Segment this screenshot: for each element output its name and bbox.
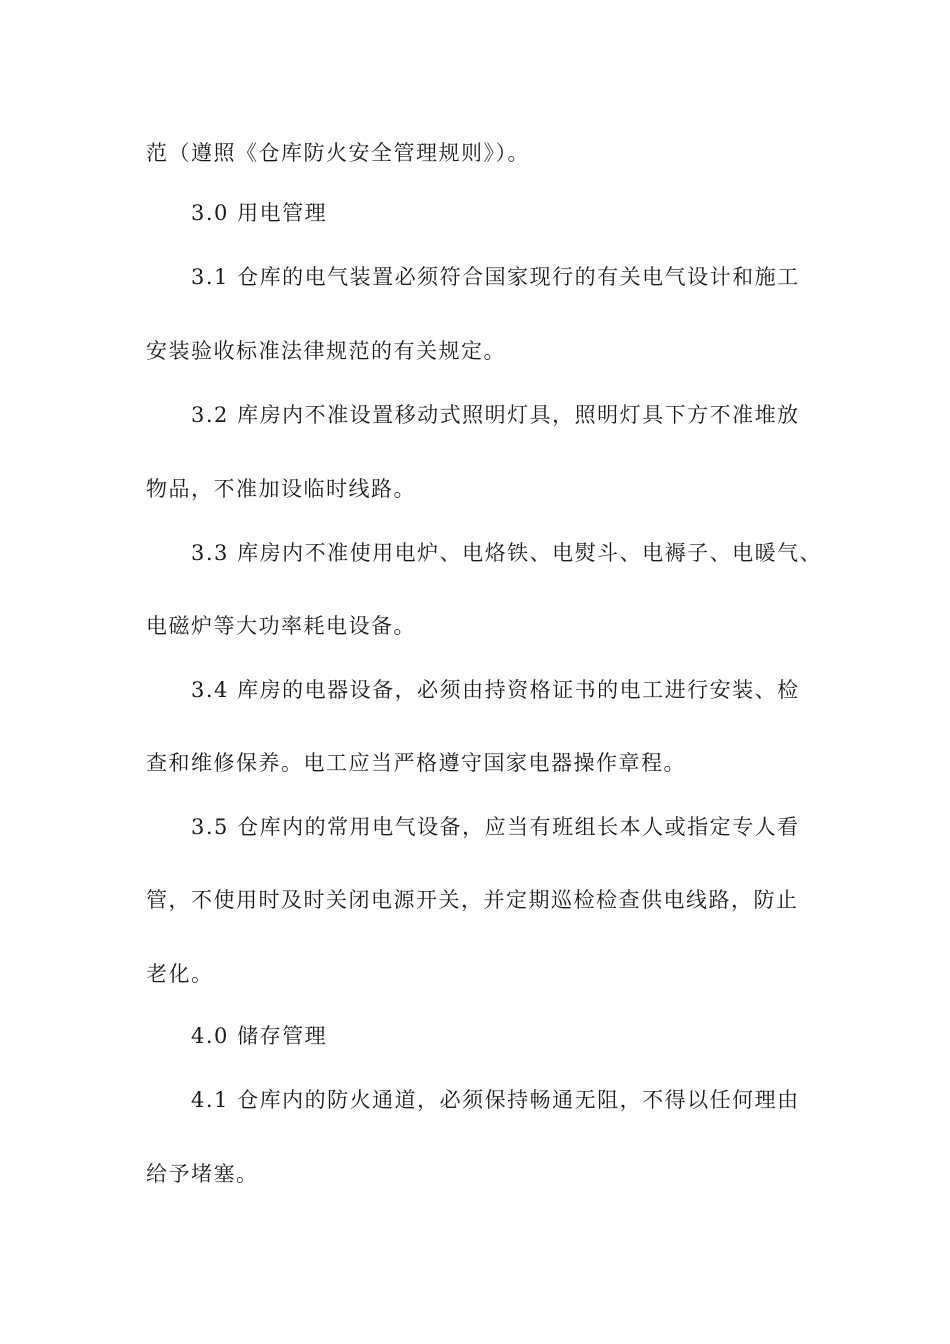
text-line: 电磁炉等大功率耗电设备。: [146, 614, 416, 638]
section-heading-4-0: 4.0 储存管理: [191, 1024, 328, 1048]
text-line: 老化。: [146, 962, 214, 986]
text-line: 3.3 库房内不准使用电炉、电烙铁、电熨斗、电褥子、电暖气、: [191, 541, 823, 565]
text-line: 管，不使用时及时关闭电源开关，并定期巡检检查供电线路，防止: [146, 888, 799, 912]
text-line: 3.5 仓库内的常用电气设备，应当有班组长本人或指定专人看: [191, 815, 800, 839]
text-line: 范（遵照《仓库防火安全管理规则》）。: [146, 141, 530, 165]
text-line: 安装验收标准法律规范的有关规定。: [146, 339, 506, 363]
text-line: 3.1 仓库的电气装置必须符合国家现行的有关电气设计和施工: [191, 265, 800, 289]
text-line: 3.4 库房的电器设备，必须由持资格证书的电工进行安装、检: [191, 678, 800, 702]
section-heading-3-0: 3.0 用电管理: [191, 201, 328, 225]
text-line: 查和维修保养。电工应当严格遵守国家电器操作章程。: [146, 751, 686, 775]
text-line: 给予堵塞。: [146, 1162, 259, 1186]
text-line: 物品，不准加设临时线路。: [146, 477, 416, 501]
text-line: 4.1 仓库内的防火通道，必须保持畅通无阻，不得以任何理由: [191, 1088, 800, 1112]
text-line: 3.2 库房内不准设置移动式照明灯具，照明灯具下方不准堆放: [191, 403, 800, 427]
